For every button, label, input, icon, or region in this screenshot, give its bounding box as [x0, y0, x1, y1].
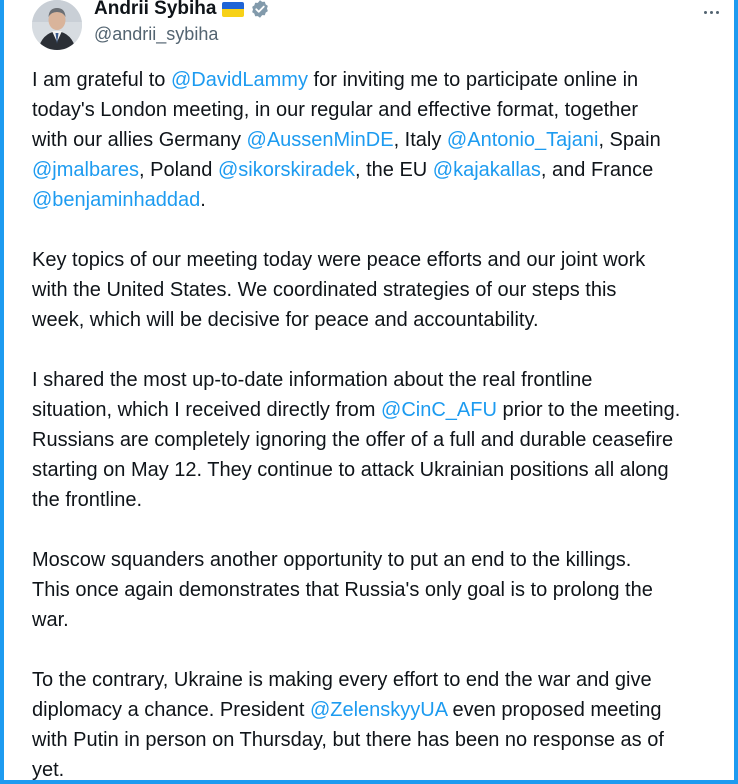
paragraph-1	[32, 65, 738, 215]
mention-link[interactable]: @benjaminhaddad	[32, 189, 201, 211]
text-line: with Putin in person on Thursday, but there has been no response as of	[32, 729, 664, 751]
text-line	[32, 395, 738, 425]
text-segment: , Italy	[393, 129, 447, 151]
more-options-button[interactable]	[696, 0, 726, 24]
more-dots-icon	[704, 11, 707, 14]
display-name[interactable]: Andrii Sybiha	[94, 0, 217, 19]
text-segment: I am grateful to	[32, 69, 171, 91]
paragraph-3	[32, 365, 738, 515]
paragraph-2	[32, 245, 738, 335]
text-line	[32, 125, 738, 155]
mention-link[interactable]: @kajakallas	[432, 159, 541, 181]
text-line: starting on May 12. They continue to attack Ukrainian positions all along	[32, 459, 669, 481]
avatar-image	[32, 0, 82, 50]
mention-link[interactable]: @Antonio_Tajani	[446, 129, 599, 151]
more-dots-icon	[710, 11, 713, 14]
ukraine-flag-icon	[222, 2, 244, 17]
text-line: week, which will be decisive for peace and accountability.	[32, 309, 539, 331]
text-line: yet.	[32, 759, 65, 781]
text-line: This once again demonstrates that Russia's only goal is to prolong the	[32, 579, 653, 601]
text-line	[32, 65, 738, 95]
text-segment: situation, which I received directly from	[32, 399, 382, 421]
avatar[interactable]	[32, 0, 82, 50]
user-handle[interactable]: @andrii_sybiha	[94, 24, 219, 44]
text-segment: with our allies Germany	[32, 129, 247, 151]
text-line	[32, 155, 738, 185]
text-line: Key topics of our meeting today were peace efforts and our joint work	[32, 249, 646, 271]
text-segment: even proposed meeting	[446, 699, 662, 721]
text-segment: , and France	[540, 159, 654, 181]
paragraph-5	[32, 665, 738, 784]
text-line: with the United States. We coordinated strategies of our steps this	[32, 279, 617, 301]
text-line: today's London meeting, in our regular and effective format, together	[32, 99, 639, 121]
text-segment: for inviting me to participate online in	[307, 69, 639, 91]
mention-link[interactable]: @CinC_AFU	[381, 399, 497, 421]
text-segment: , the EU	[354, 159, 433, 181]
text-line	[32, 695, 738, 725]
text-line: Russians are completely ignoring the offer of a full and durable ceasefire	[32, 429, 674, 451]
mention-link[interactable]: @jmalbares	[32, 159, 140, 181]
text-line: the frontline.	[32, 489, 143, 511]
mention-link[interactable]: @ZelenskyyUA	[309, 699, 447, 721]
verified-badge-icon	[250, 0, 270, 19]
text-line: war.	[32, 609, 69, 631]
mention-link[interactable]: @DavidLammy	[170, 69, 308, 91]
mention-link[interactable]: @AussenMinDE	[246, 129, 394, 151]
paragraph-4	[32, 545, 738, 635]
text-segment: .	[200, 189, 206, 211]
tweet-header	[32, 0, 734, 56]
more-dots-icon	[716, 11, 719, 14]
text-line: To the contrary, Ukraine is making every effort to end the war and give	[32, 669, 652, 691]
text-line: I shared the most up-to-date information about the real frontline	[32, 369, 593, 391]
tweet-text	[32, 65, 738, 784]
name-row	[94, 0, 270, 20]
text-line	[32, 185, 738, 215]
text-line: Moscow squanders another opportunity to put an end to the killings.	[32, 549, 632, 571]
text-segment: , Spain	[598, 129, 661, 151]
text-segment: diplomacy a chance. President	[32, 699, 310, 721]
mention-link[interactable]: @sikorskiradek	[217, 159, 355, 181]
text-segment: prior to the meeting.	[496, 399, 681, 421]
text-segment: , Poland	[139, 159, 218, 181]
